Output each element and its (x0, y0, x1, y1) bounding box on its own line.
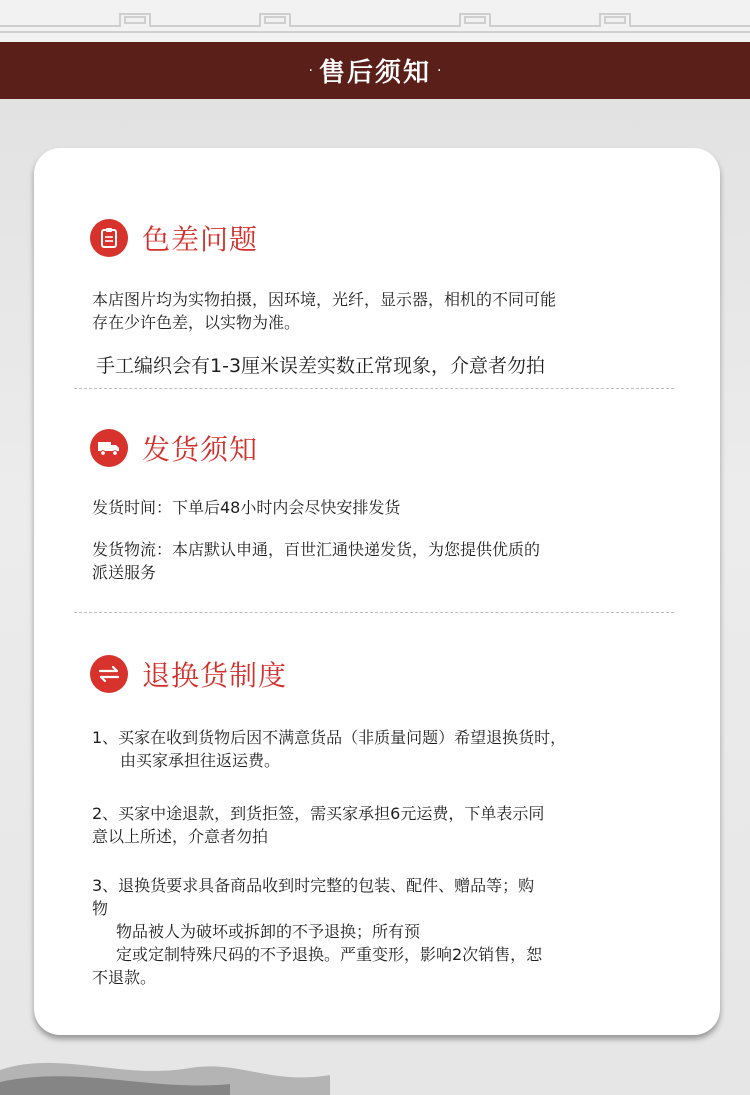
section-divider-2 (74, 612, 674, 613)
returns-i1-line1: 1、买家在收到货物后因不满意货品（非质量问题）希望退换货时， (92, 728, 567, 747)
returns-i3-line3: 物品被人为破坏或拆卸的不予退换；所有预 (116, 922, 421, 941)
returns-i1-line2: 由买家承担往返运费。 (120, 751, 281, 770)
section-title-shipping: 发货须知 (142, 433, 259, 466)
returns-item-3 (92, 874, 542, 989)
returns-i3-line2: 物 (92, 899, 109, 918)
returns-i3-line5: 不退款。 (92, 968, 157, 987)
decorative-top-strip (0, 0, 750, 43)
exchange-arrows-icon (90, 655, 128, 693)
fret-pattern-decoration (0, 6, 750, 36)
section-header-shipping (90, 428, 258, 468)
truck-icon (90, 429, 128, 467)
color-p1-line1: 本店图片均为实物拍摄，因环境，光纤，显示器，相机的不同可能 (92, 290, 557, 309)
section-title-returns: 退换货制度 (142, 659, 288, 692)
color-paragraph-2: 手工编织会有1-3厘米误差实数正常现象，介意者勿拍 (96, 355, 546, 377)
returns-item-2 (92, 802, 544, 848)
header-banner (0, 42, 750, 99)
returns-i2-line2: 意以上所述，介意者勿拍 (92, 827, 269, 846)
color-p1-line2: 存在少许色差，以实物为准。 (92, 313, 301, 332)
shipping-p2-line2: 派送服务 (92, 563, 157, 582)
decorative-ink-footer (0, 1040, 750, 1095)
shipping-p2-line1: 发货物流：本店默认申通，百世汇通快递发货，为您提供优质的 (92, 540, 541, 559)
banner-dot-right: · (437, 62, 442, 79)
shipping-paragraph-1: 发货时间：下单后48小时内会尽快安排发货 (92, 498, 401, 517)
section-title-color: 色差问题 (142, 223, 259, 256)
notice-card (34, 148, 720, 1035)
returns-i2-line1: 2、买家中途退款，到货拒签，需买家承担6元运费，下单表示同 (92, 804, 545, 823)
section-divider-1 (74, 388, 674, 389)
returns-i3-line4: 定或定制特殊尺码的不予退换。严重变形，影响2次销售，恕 (116, 945, 543, 964)
section-header-color (90, 218, 258, 258)
returns-item-1 (92, 726, 566, 772)
page-title: 售后须知 (318, 58, 431, 88)
color-paragraph-1 (92, 288, 556, 334)
document-icon (90, 219, 128, 257)
shipping-paragraph-2 (92, 538, 540, 584)
section-header-returns (90, 654, 287, 694)
returns-i3-line1: 3、退换货要求具备商品收到时完整的包装、配件、赠品等；购 (92, 876, 535, 895)
banner-dot-left: · (308, 62, 313, 79)
